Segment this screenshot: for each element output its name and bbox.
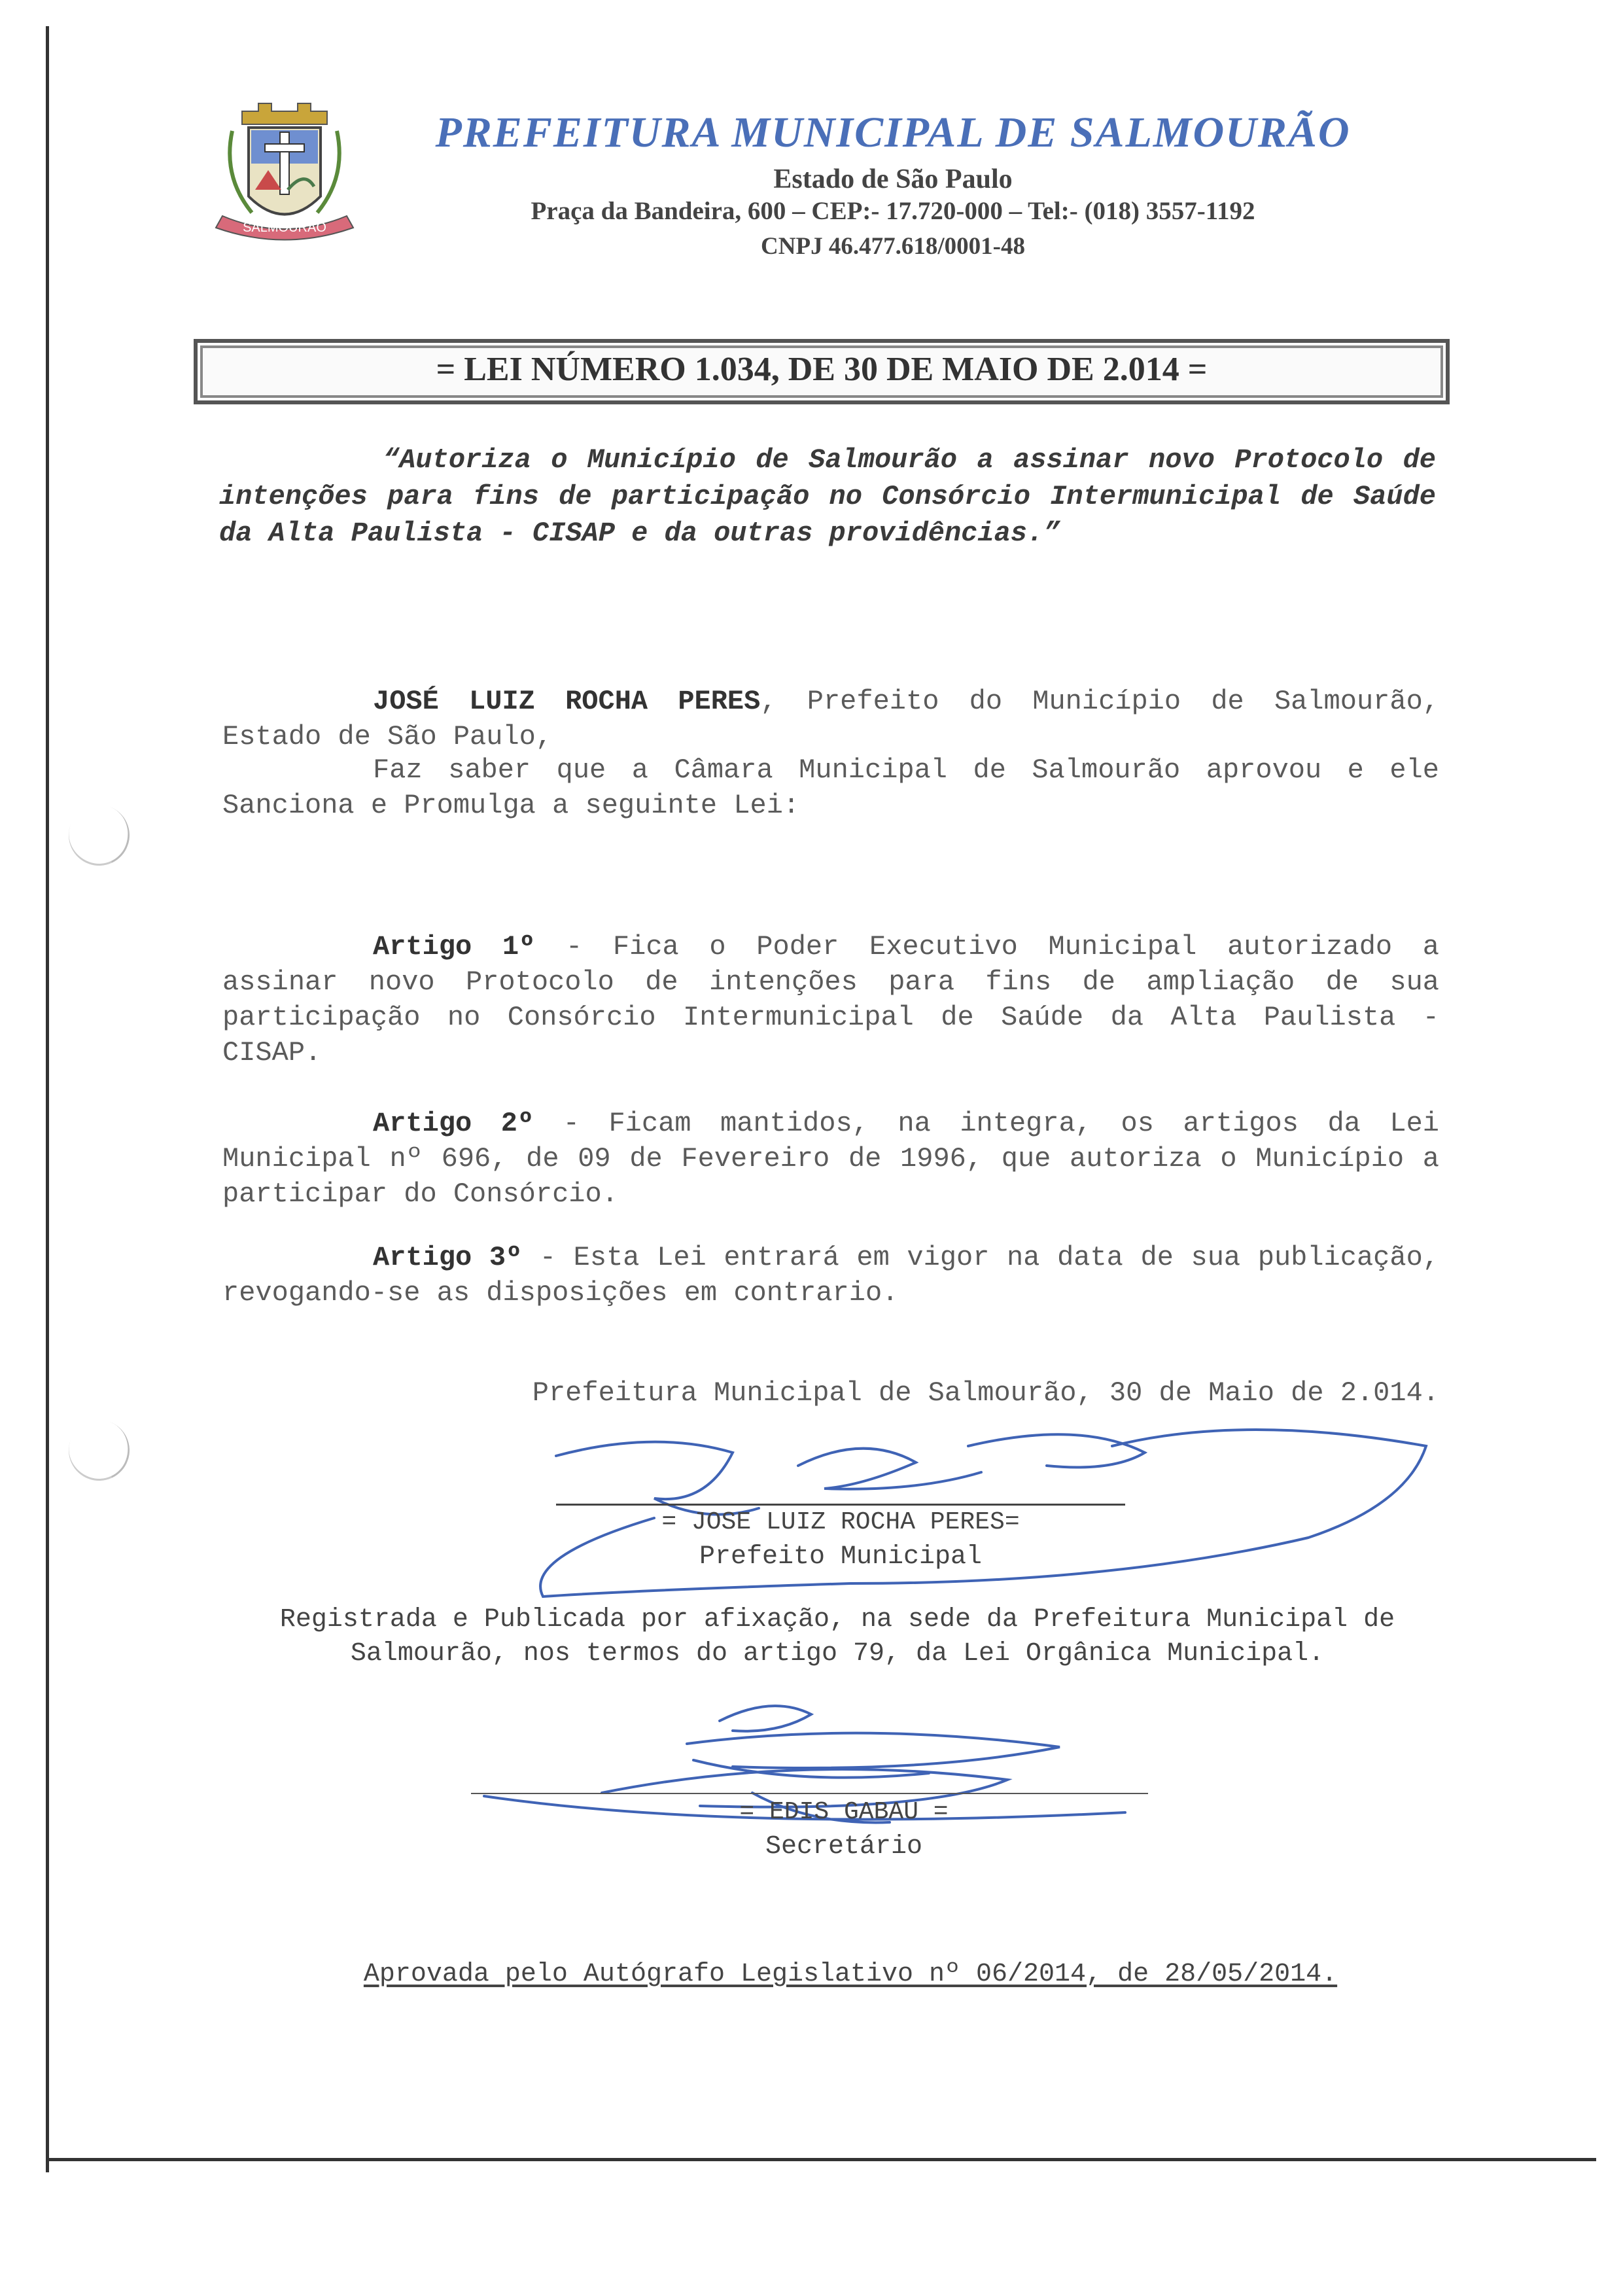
intro-line1: , Prefeito do Município de Salmourão, Estado de São Paulo, [222,686,1439,752]
punch-hole-bottom [60,1411,138,1489]
article-1-label: Artigo 1º [373,931,536,963]
header-state: Estado de São Paulo [773,164,1013,194]
article-3-label: Artigo 3º [373,1242,523,1273]
article-2 [222,1106,1439,1212]
crest-label: SALMOURÃO [243,221,326,235]
intro-paragraph-2: Faz saber que a Câmara Municipal de Salmourão aprovou e ele Sanciona e Promulga a seguinte Lei: [222,754,1439,821]
mayor-signature-name: = JOSE LUIZ ROCHA PERES= [661,1508,1020,1536]
article-2-text: - Ficam mantidos, na integra, os artigos da Lei Municipal nº 696, de 09 de Fevereiro de 1996, que autoriza o Município a participar do Consórcio. [222,1108,1440,1210]
secretary-signature-line [471,1793,1148,1794]
mayor-name: JOSÉ LUIZ ROCHA PERES [373,686,761,717]
approval-note: Aprovada pelo Autógrafo Legislativo nº 06/2014, de 28/05/2014. [363,1960,1338,1989]
intro-paragraph [222,684,1439,754]
mayor-signature-role: Prefeito Municipal [699,1542,983,1572]
mayor-signature-line [556,1504,1125,1506]
article-2-label: Artigo 2º [373,1108,534,1139]
scan-bottom-edge [46,2158,1596,2161]
article-3 [222,1240,1439,1311]
article-1 [222,929,1439,1070]
secretary-signature-role: Secretário [765,1832,923,1862]
place-date: Prefeitura Municipal de Salmourão, 30 de Maio de 2.014. [532,1377,1439,1409]
registration-note: Registrada e Publicada por afixação, na sede da Prefeitura Municipal de Salmourão, nos termos do artigo 79, da Lei Orgânica Municipal. [279,1605,1395,1669]
header-title: PREFEITURA MUNICIPAL DE SALMOURÃO [435,109,1351,156]
header-cnpj: CNPJ 46.477.618/0001-48 [761,233,1025,260]
article-1-text: - Fica o Poder Executivo Municipal autorizado a assinar novo Protocolo de intenções para fins de ampliação de sua participação no Consórcio Intermunicipal de Saúde da Alta Paulista - CISAP. [222,931,1439,1069]
law-ementa: “Autoriza o Município de Salmourão a assinar novo Protocolo de intenções para fins de participação no Consórcio Intermunicipal de Saúde da Alta Paulista - CISAP e da outras providências.” [219,444,1436,549]
municipal-crest-icon [196,92,373,255]
punch-hole-top [60,796,138,874]
secretary-signature-icon [471,1682,1191,1852]
header-address: Praça da Bandeira, 600 – CEP:- 17.720-000 – Tel:- (018) 3557-1192 [531,197,1255,225]
article-3-text: - Esta Lei entrará em vigor na data de sua publicação, revogando-se as disposições em contrario. [222,1242,1439,1309]
law-title: = LEI NÚMERO 1.034, DE 30 DE MAIO DE 2.014 = [436,351,1208,388]
scan-left-edge [46,26,49,2172]
secretary-signature-name: = EDIS GABAU = [739,1798,949,1826]
